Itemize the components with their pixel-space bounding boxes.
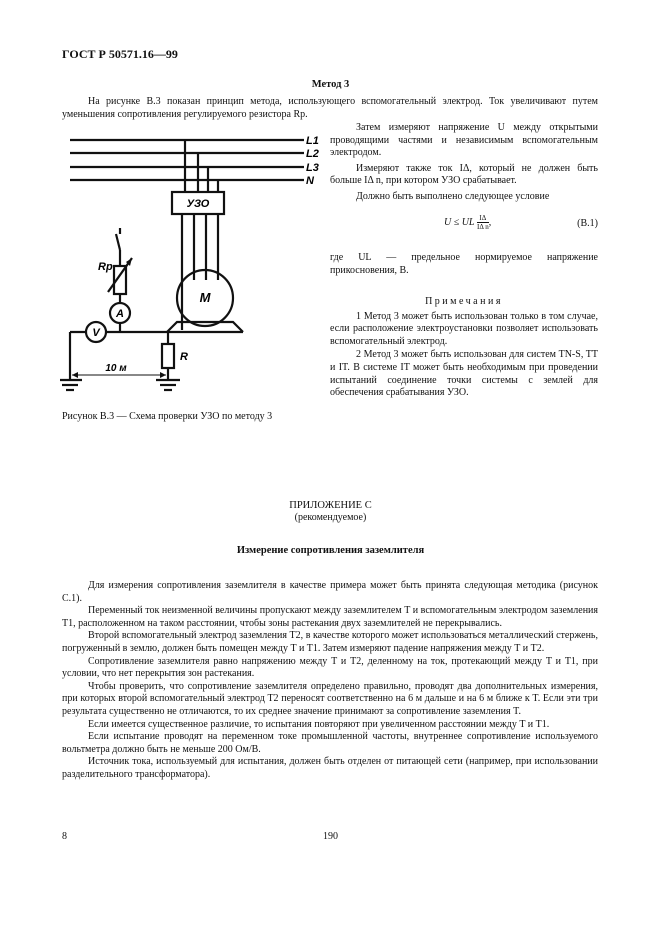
document-header: ГОСТ Р 50571.16—99 [62,47,178,61]
appendix-paragraph: Для измерения сопротивления заземлителя в качестве примера может быть принята следующая методика (рисунок С.1). [62,580,598,604]
formula-lhs: U ≤ UL [444,216,475,228]
appendix-paragraph: Источник тока, используемый для испытания, должен быть отделен от питающей сети (например, при использовании разделительного трансформатора). [62,756,598,780]
label-r: R [180,351,188,363]
formula-denominator: IΔ n [477,223,489,231]
appendix-paragraph: Сопротивление заземлителя равно напряжению между T и T2, деленному на ток, протекающий между T и T1, при условии, что нет перекрытия зон растекания. [62,655,598,680]
appendix-paragraph: Если испытание проводят на переменном токе промышленной частоты, внутреннее сопротивление используемого вольтметра должно быть не меньше 200 Ом/В. [62,731,598,755]
label-voltmeter: V [92,327,100,339]
method-paragraph: Затем измеряют напряжение U между открытыми проводящими частями и независимым вспомогательным электродом. [330,122,598,159]
label-distance: 10 м [105,363,127,374]
method-right-column [330,122,598,207]
notes-title: Примечания [425,296,503,307]
notes-block [330,296,598,401]
appendix-heading: Измерение сопротивления заземлителя [236,545,425,556]
label-ammeter: A [116,308,124,320]
appendix-paragraph: Переменный ток неизменной величины пропускают между заземлителем T и вспомогательным электродом заземления T1, расположенном на таком расстоянии, чтобы зоны растекания двух заземлителей не перекрывались. [62,605,598,629]
page-number-center: 190 [323,831,338,842]
formula-tail: , [488,216,492,228]
label-motor: M [199,290,211,305]
method-paragraph: Должно быть выполнено следующее условие [356,190,550,202]
label-uzo: УЗО [186,198,210,210]
label-l2: L2 [306,148,319,160]
label-rp: Rp [98,261,113,273]
label-l3: L3 [306,162,319,174]
method-paragraph: Измеряют также ток IΔ, который не должен быть больше IΔ n, при котором УЗО срабатывает. [330,162,598,187]
method-intro: На рисунке В.3 показан принцип метода, использующего вспомогательный электрод. Ток увеличивают путем уменьшения сопротивления регулируемого резистора Rр. [62,96,598,120]
appendix-title: ПРИЛОЖЕНИЕ С [289,500,372,511]
formula-fraction [477,214,489,231]
appendix-paragraph: Второй вспомогательный электрод заземления T2, в качестве которого может использоваться металлический стержень, погруженный в землю, должен быть помещен между T и T1. Затем измеряют падение напряжения между T и T2. [62,630,598,654]
formula-numerator: IΔ [477,214,489,223]
appendix-paragraph: Если имеется существенное различие, то испытания повторяют при увеличенном расстоянии между T и T1. [88,718,550,730]
formula-b1 [432,214,598,231]
figure-caption: Рисунок В.3 — Схема проверки УЗО по методу 3 [62,411,273,422]
appendix-subtitle: (рекомендуемое) [294,512,367,523]
page-number-left: 8 [62,831,67,842]
appendix-body [62,580,598,782]
formula-number: (В.1) [577,218,598,229]
circuit-diagram [60,130,330,400]
formula-where: где UL — предельное нормируемое напряжение прикосновения, В. [330,252,598,276]
note-item: 2 Метод 3 может быть использован для систем TN-S, TT и IT. В системе IT может быть необходимым при проведении испытаний соединение точки системы с землей для обеспечения срабатывания УЗО. [330,349,598,399]
label-l1: L1 [306,135,319,147]
appendix-paragraph: Чтобы проверить, что сопротивление заземлителя определено правильно, проводят два дополнительных измерения, при которых второй вспомогательный электрод T2 переносят соответственно на 6 м дальше и на 6 м ближе к T. Если эти три результата существенно не отличаются, то их среднее значение принимают за сопротивление заземления T. [62,680,598,717]
label-n: N [306,175,314,187]
note-item: 1 Метод 3 может быть использован только в том случае, если расположение электроустановки позволяет использовать вспомогательный электрод. [330,310,598,347]
method-title: Метод 3 [311,79,350,90]
